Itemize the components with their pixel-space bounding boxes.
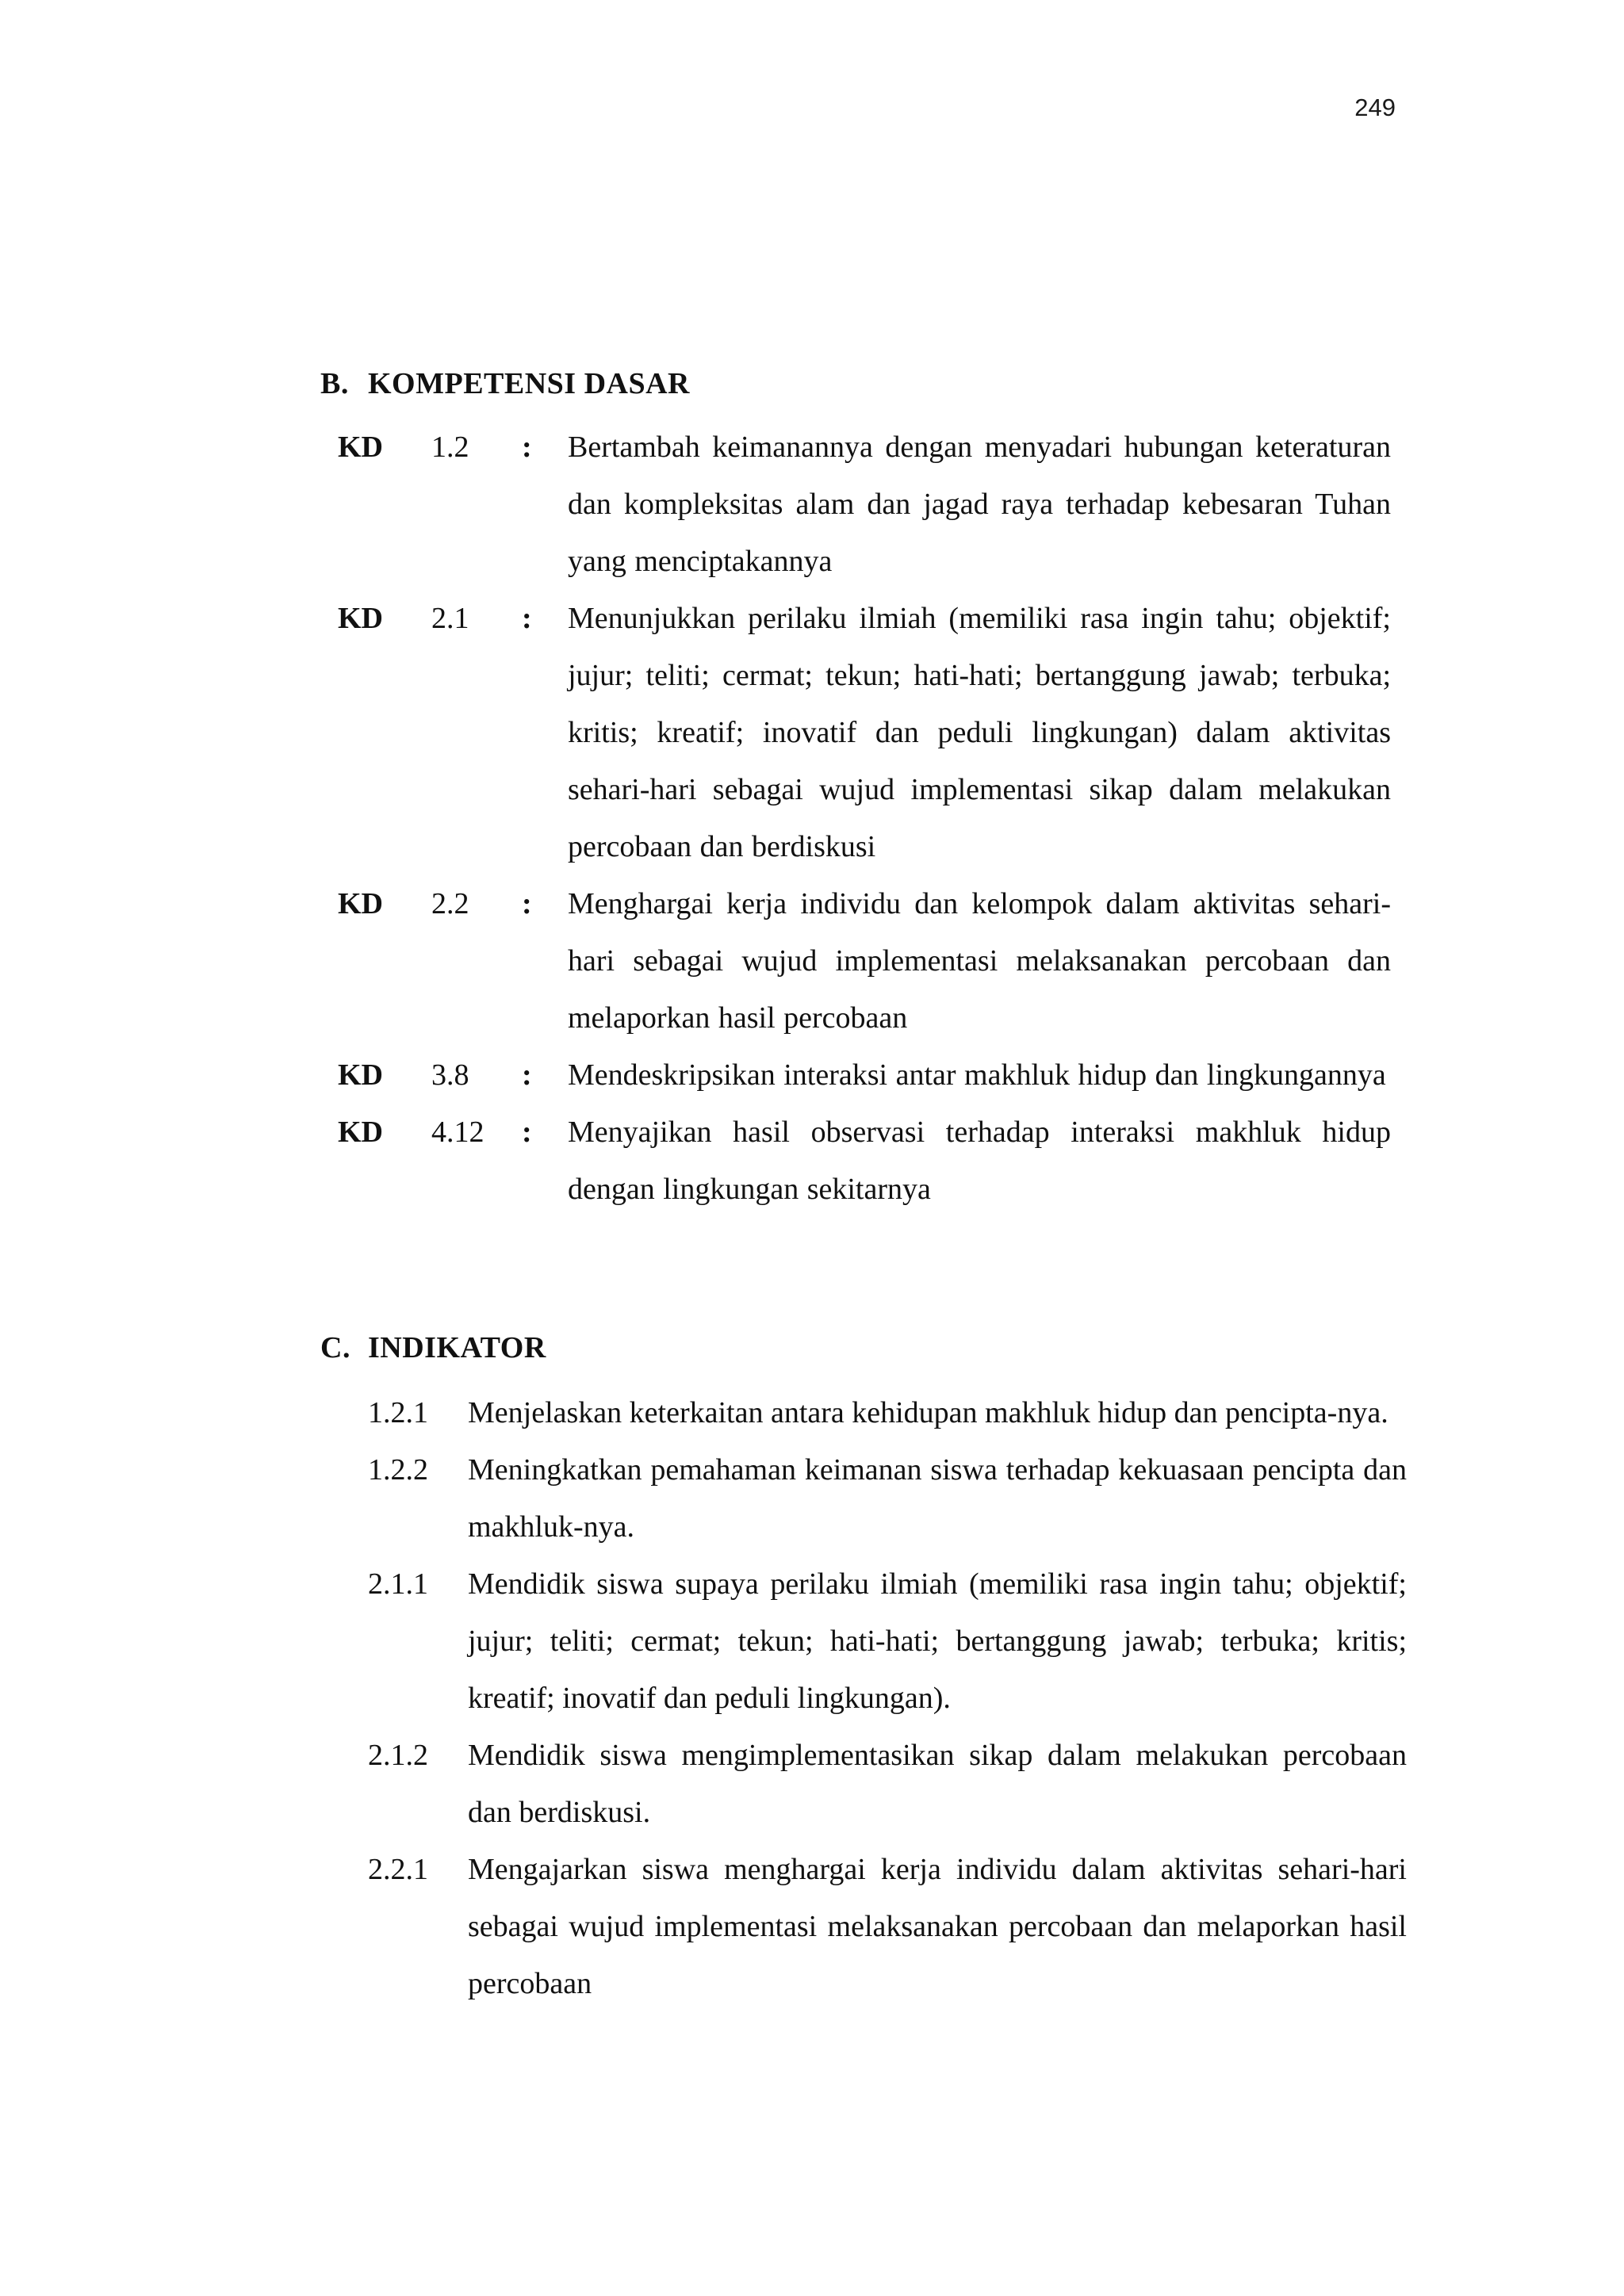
kd-item <box>320 590 1391 875</box>
section-heading-kompetensi-dasar <box>320 366 690 401</box>
indikator-list <box>368 1384 1407 2012</box>
kd-item <box>320 875 1391 1047</box>
section-letter: C. <box>320 1331 350 1364</box>
indikator-number: 1.2.2 <box>368 1453 428 1487</box>
indikator-number: 2.2.1 <box>368 1853 428 1886</box>
indikator-text: Menjelaskan keterkaitan antara kehidupan makhluk hidup dan pencipta-nya. <box>468 1396 1388 1429</box>
section-heading-indikator <box>320 1330 546 1365</box>
indikator-number: 2.1.1 <box>368 1567 428 1601</box>
kd-text: Menyajikan hasil observasi terhadap interaksi makhluk hidup dengan lingkungan sekitarnya <box>568 1115 1391 1206</box>
kd-label: KD <box>338 430 383 464</box>
indikator-item <box>368 1841 1407 2012</box>
kd-number: 2.2 <box>431 887 469 920</box>
kd-label: KD <box>338 1115 383 1149</box>
kd-text: Bertambah keimanannya dengan menyadari hubungan keteraturan dan kompleksitas alam dan jagad raya terhadap kebesaran Tuhan yang menciptakannya <box>568 430 1391 578</box>
indikator-item <box>368 1556 1407 1727</box>
indikator-item <box>368 1384 1407 1441</box>
kd-text: Mendeskripsikan interaksi antar makhluk hidup dan lingkungannya <box>568 1058 1386 1092</box>
kompetensi-dasar-list <box>320 419 1391 1218</box>
kd-label: KD <box>338 602 383 635</box>
kd-number: 4.12 <box>431 1115 485 1149</box>
indikator-number: 2.1.2 <box>368 1739 428 1772</box>
section-title: INDIKATOR <box>368 1331 546 1364</box>
kd-item <box>320 1104 1391 1218</box>
kd-colon: : <box>522 1058 532 1092</box>
indikator-text: Mengajarkan siswa menghargai kerja individu dalam aktivitas sehari-hari sebagai wujud implementasi melaksanakan percobaan dan melaporkan hasil percobaan <box>468 1853 1407 2000</box>
kd-number: 3.8 <box>431 1058 469 1092</box>
indikator-text: Mendidik siswa mengimplementasikan sikap dalam melakukan percobaan dan berdiskusi. <box>468 1739 1407 1829</box>
kd-item <box>320 419 1391 590</box>
kd-label: KD <box>338 1058 383 1092</box>
section-title: KOMPETENSI DASAR <box>368 367 690 400</box>
kd-text: Menghargai kerja individu dan kelompok dalam aktivitas sehari-hari sebagai wujud implementasi melaksanakan percobaan dan melaporkan hasil percobaan <box>568 887 1391 1035</box>
kd-colon: : <box>522 887 532 920</box>
kd-label: KD <box>338 887 383 920</box>
kd-colon: : <box>522 430 532 464</box>
section-letter: B. <box>320 367 349 400</box>
indikator-item <box>368 1441 1407 1556</box>
page-number: 249 <box>1354 94 1396 121</box>
kd-number: 1.2 <box>431 430 469 464</box>
kd-colon: : <box>522 1115 532 1149</box>
kd-colon: : <box>522 602 532 635</box>
indikator-text: Mendidik siswa supaya perilaku ilmiah (memiliki rasa ingin tahu; objektif; jujur; teliti; cermat; tekun; hati-hati; bertanggung jawab; terbuka; kritis; kreatif; inovatif dan peduli lingkungan). <box>468 1567 1407 1715</box>
indikator-number: 1.2.1 <box>368 1396 428 1429</box>
kd-item <box>320 1047 1391 1104</box>
indikator-text: Meningkatkan pemahaman keimanan siswa terhadap kekuasaan pencipta dan makhluk-nya. <box>468 1453 1407 1544</box>
kd-number: 2.1 <box>431 602 469 635</box>
kd-text: Menunjukkan perilaku ilmiah (memiliki rasa ingin tahu; objektif; jujur; teliti; cermat; tekun; hati-hati; bertanggung jawab; terbuka; kritis; kreatif; inovatif dan peduli lingkungan) dalam aktivitas sehari-hari sebagai wujud implementasi sikap dalam melakukan percobaan dan berdiskusi <box>568 602 1391 863</box>
indikator-item <box>368 1727 1407 1841</box>
